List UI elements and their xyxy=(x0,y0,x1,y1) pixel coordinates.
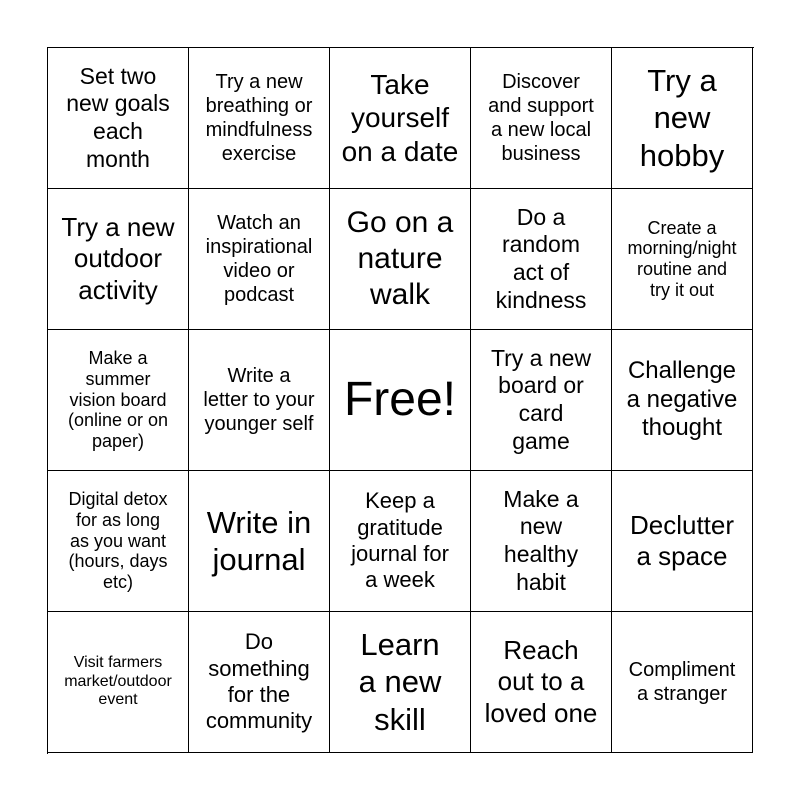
bingo-cell[interactable] xyxy=(471,189,612,330)
cell-text: Write a letter to your younger self xyxy=(203,365,315,435)
free-space-cell[interactable] xyxy=(330,330,471,471)
bingo-cell[interactable] xyxy=(48,612,189,753)
bingo-cell[interactable] xyxy=(612,330,753,471)
bingo-cell[interactable] xyxy=(48,189,189,330)
bingo-cell[interactable] xyxy=(612,189,753,330)
cell-text: Challenge a negative thought xyxy=(626,356,738,442)
bingo-cell[interactable] xyxy=(330,471,471,612)
cell-text: Go on a nature walk xyxy=(346,206,454,311)
cell-text: Watch an inspirational video or podcast xyxy=(205,212,313,306)
cell-text: Try a new board or card game xyxy=(490,344,592,454)
bingo-cell[interactable] xyxy=(48,471,189,612)
cell-text: Visit farmers market/outdoor event xyxy=(64,654,172,709)
cell-text: Learn a new skill xyxy=(358,627,442,737)
bingo-cell[interactable] xyxy=(48,48,189,189)
bingo-cell[interactable] xyxy=(189,471,330,612)
cell-text: Keep a gratitude journal for a week xyxy=(351,488,449,593)
bingo-cell[interactable] xyxy=(48,330,189,471)
bingo-cell[interactable] xyxy=(189,189,330,330)
bingo-cell[interactable] xyxy=(612,48,753,189)
bingo-cell[interactable] xyxy=(189,330,330,471)
cell-text: Digital detox for as long as you want (hours, days etc) xyxy=(68,489,168,593)
cell-text: Do a random act of kindness xyxy=(495,203,587,313)
cell-text: Write in journal xyxy=(206,504,312,577)
bingo-cell[interactable] xyxy=(330,189,471,330)
bingo-board xyxy=(47,47,754,754)
bingo-cell[interactable] xyxy=(330,612,471,753)
cell-text: Create a morning/night routine and try it out xyxy=(627,217,737,300)
bingo-cell[interactable] xyxy=(612,471,753,612)
cell-text: Make a new healthy habit xyxy=(503,485,579,595)
cell-text: Try a new hobby xyxy=(639,63,725,173)
cell-text: Take yourself on a date xyxy=(341,68,459,167)
cell-text: Set two new goals each month xyxy=(66,62,170,172)
cell-text: Try a new breathing or mindfulness exercise xyxy=(205,71,313,165)
cell-text: Make a summer vision board (online or on paper) xyxy=(67,348,169,452)
cell-text: Declutter a space xyxy=(629,509,735,571)
bingo-cell[interactable] xyxy=(471,612,612,753)
bingo-cell[interactable] xyxy=(471,471,612,612)
bingo-cell[interactable] xyxy=(471,330,612,471)
cell-text: Compliment a stranger xyxy=(628,659,736,705)
bingo-cell[interactable] xyxy=(471,48,612,189)
cell-text: Try a new outdoor activity xyxy=(61,212,175,305)
cell-text: Do something for the community xyxy=(205,629,313,734)
cell-text: Reach out to a loved one xyxy=(484,635,598,728)
free-space-text: Free! xyxy=(343,373,457,427)
bingo-cell[interactable] xyxy=(612,612,753,753)
bingo-cell[interactable] xyxy=(189,612,330,753)
cell-text: Discover and support a new local business xyxy=(488,71,594,165)
bingo-cell[interactable] xyxy=(330,48,471,189)
bingo-cell[interactable] xyxy=(189,48,330,189)
